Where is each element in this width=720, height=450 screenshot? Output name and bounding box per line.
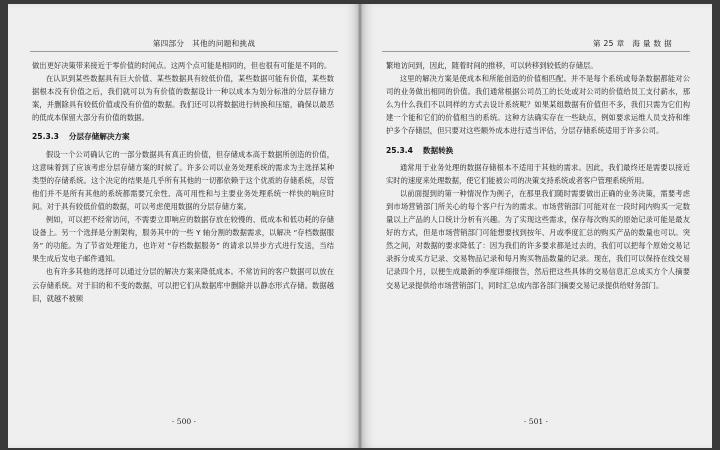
left-page bbox=[8, 4, 360, 448]
book-gutter bbox=[358, 4, 362, 448]
left-body bbox=[32, 59, 334, 305]
section-heading bbox=[386, 144, 690, 157]
right-page-number: · 501 · bbox=[523, 417, 549, 426]
right-page bbox=[360, 4, 712, 448]
right-running-head: 第 25 章 海 量 数 据 bbox=[592, 39, 672, 48]
paragraph: 以前面提到的第一种情况作为例子，在那里我们随时需要做出正确的业务决策，需要考虑到市场营销部门所关心的每个客户行为的需求。市场营销部门可能对在一段时间内购买一定数量以上产品的人口统计分析有兴趣。为了实现这些需求，保存每次购买的原始记录可能是最友好的方式，但是市场营销部门可能想要找到按年、月或季度汇总的购买产品的数量也可以。突然之间，对数据的要求降低了：因为我们的许多要求都是过去的，我们可以把每个原始交易记录拆分成买方记录、交易物品记录和每月购买物品数量的记录。现在，我们可以保持在线交易记录四个月，以便生成最新的季度详细报告，然后把这些具体的交易信息汇总成买方个人摘要交易记录提供给市场营销部门，同时汇总成内部各部门摘要交易记录提供给财务部门。 bbox=[386, 188, 690, 290]
section-heading bbox=[32, 130, 334, 143]
section-number: 25.3.4 bbox=[386, 145, 413, 155]
left-head-rule bbox=[30, 51, 338, 52]
section-title: 分层存储解决方案 bbox=[68, 132, 130, 142]
right-body bbox=[386, 59, 690, 292]
paragraph: 假设一个公司确认它的一部分数据具有真正的价值，但存储成本高于数据所创造的价值，这意味着到了应该考虑分层存储方案的时候了。许多公司以业务处理系统的需求为主选择某种类型的存储系统。这个决定的结果是几乎所有其他的一切都依赖于这个优质的存储系统，尽管他们并不是所有其他的系统都需要冗余性、高可用性和与主要业务处理系统一样快的响应时间。对于具有较低价值的数据，可以考虑使用数据的分层存储方案。 bbox=[32, 149, 334, 211]
paragraph: 在认识到某些数据具有巨大价值、某些数据具有较低价值，某些数据可能有价值，某些数据根本没有价值之后，我们就可以为有价值的数据设计一种以成本为划分标准的分层存储方案，并删除具有较低价值或没有价值的数据。我们还可以将数据进行转换和压缩，确保以最恶的低成本保留大部分有价值的数据。 bbox=[32, 74, 334, 123]
left-page-number: · 500 · bbox=[171, 417, 197, 426]
paragraph: 做出更好决策带来接近于零价值的时间点。这两个点可能是相同的，但也很有可能是不同的。 bbox=[32, 61, 332, 70]
section-number: 25.3.3 bbox=[32, 132, 59, 142]
section-title: 数据转换 bbox=[422, 145, 454, 155]
paragraph: 繁地访问到，因此，随着时间的推移，可以转移到较低的存储层。 bbox=[386, 61, 598, 70]
left-running-head: 第四部分 其他的问题和挑战 bbox=[152, 39, 256, 48]
paragraph: 通常用于业务处理的数据存储根本不适用于其他的需求。因此，我们最终还是需要以接近实时的速度来处理数据，使它们能被公司的决策支持系统或者客户管理系统所用。 bbox=[386, 162, 690, 185]
book-spread bbox=[8, 4, 712, 448]
right-head-rule bbox=[382, 51, 690, 52]
paragraph: 这里的解决方案是使成本和所能创造的价值相匹配。并不是每个系统或每条数据都能对公司的业务做出相同的价值。我们通常根据公司员工的长处或对公司的价值给员工支付薪水，那么为什么我们不以同样的方式去设计系统呢？如果某组数据有价值但不多，我们只需为它们构建一个能和它们的价值相当的系统。这种方法确实存在一些缺点，例如要求运维人员支持和维护多个存储层，但只要对这些额外成本进行适当评估，分层存储系统适用于许多公司。 bbox=[386, 74, 690, 136]
paragraph: 例如，可以把不经常访问，不需要立即响应的数据存放在较慢的、低成本和低功耗的存储设备上。另一个选择是分割架构，服务其中的一些 Y 轴分割的数据需求，以解决 “存档数据服务” 的功能。为了节省处理能力，也许对 “存档数据服务” 的请求以异步方式进行发送，当结果生成后发电子邮件通知。 bbox=[32, 215, 334, 264]
paragraph: 也有许多其他的选择可以通过分层的解决方案来降低成本。不常访问的客户数据可以放在云存储系统。对于旧的和不变的数据，可以把它们从数据库中删除并以静态形式存储。数据越旧，就越不被频 bbox=[32, 267, 334, 303]
